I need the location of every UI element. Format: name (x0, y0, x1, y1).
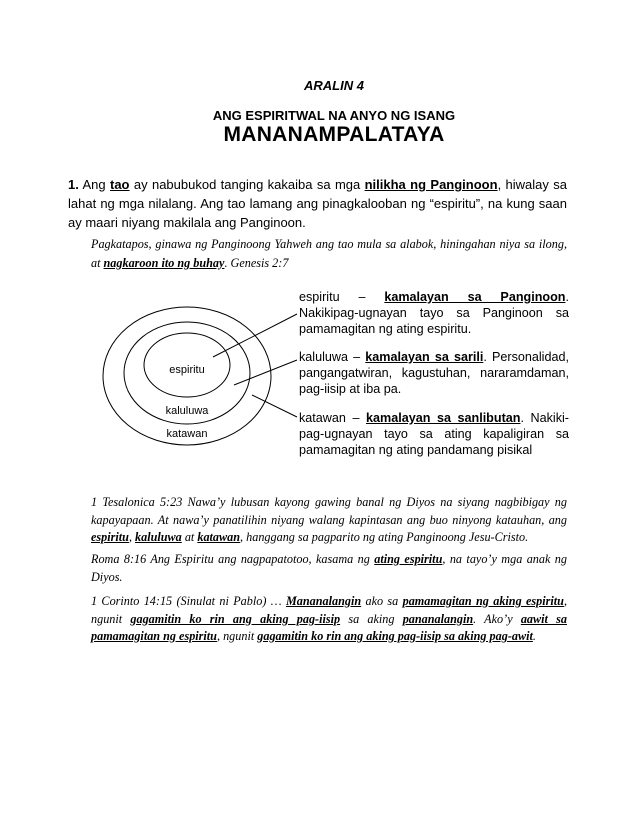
verse-text: . Ako’y (473, 611, 521, 626)
note-katawan (299, 410, 569, 458)
verse-emphasis: kaluluwa (135, 530, 182, 544)
intro-number: 1. (68, 177, 79, 192)
verse-text: at (181, 530, 198, 544)
verse-emphasis: pananalangin (402, 611, 474, 626)
verse-text: 1 Tesalonica 5:23 Nawa’y lubusan kayong gawing banal ng Diyos na siyang nagbibigay ng kapayapaan. At nawa’y panatilihin niyang walang kapintasan ang buo ninyong katauhan, ang (91, 495, 567, 527)
lesson-number: ARALIN 4 (304, 78, 364, 93)
verse-emphasis: pamamagitan ng aking espiritu (402, 594, 564, 608)
label-kaluluwa: kaluluwa (165, 405, 209, 417)
label-katawan: katawan (166, 428, 208, 440)
intro-text-3: , hiwalay sa lahat ng mga nilalang. Ang tao lamang ang pinagkalooban ng “espiritu”, na kung saan ay maari niyang makilala ang Panginoon. (68, 177, 567, 230)
verse-emphasis: ating espiritu (374, 552, 443, 566)
note-espiritu (299, 289, 569, 337)
verse-emphasis: aawit sa pamamagitan ng espiritu (91, 611, 567, 643)
verse-text: , hanggang sa pagparito ng ating Panginoong Jesu-Cristo. (240, 530, 529, 544)
note-rest: . Personalidad, pangangatwiran, kagustuhan, nararamdaman, pag-iisip at iba pa. (299, 350, 569, 396)
note-term: espiritu (299, 290, 340, 304)
verse-text: 1 Corinto 14:15 (Sinulat ni Pablo) … (91, 594, 286, 608)
verse-roma (91, 551, 567, 586)
note-rest: . Nakikipag-ugnayan tayo sa Panginoon sa pamamagitan ng ating espiritu. (299, 290, 569, 336)
connector-espiritu (213, 314, 297, 357)
verse-text: , ngunit (216, 629, 258, 643)
intro-text-1: Ang (78, 177, 110, 192)
connector-kaluluwa (234, 360, 297, 385)
verse-1-tesalonica (91, 494, 567, 547)
verse-1-corinto (91, 593, 567, 646)
note-key: kamalayan sa sanlibutan (366, 411, 521, 425)
verse-text: , na tayo’y mga anak ng Diyos. (91, 552, 567, 584)
verse-text: ako sa (361, 594, 403, 608)
quote-text-2: . Genesis 2:7 (224, 256, 289, 270)
intro-term-nilikha: nilikha ng Panginoon (364, 177, 498, 192)
intro-term-tao: tao (110, 177, 130, 192)
verse-emphasis: espiritu (91, 530, 129, 544)
verse-emphasis: gagamitin ko rin ang aking pag-iisip (130, 611, 341, 626)
connector-katawan (252, 395, 297, 417)
lesson-title: MANANAMPALATAYA (223, 123, 445, 146)
lesson-subtitle: ANG ESPIRITWAL NA ANYO NG ISANG (212, 108, 456, 123)
note-kaluluwa (299, 349, 569, 397)
verse-text: , (128, 530, 136, 544)
note-key: kamalayan sa Panginoon (384, 290, 566, 304)
note-dash: – (348, 350, 366, 364)
note-rest: . Nakiki-pag-ugnayan tayo sa ating kapaligiran sa pamamagitan ng ating pandamang pisikal (299, 411, 569, 457)
verse-emphasis: katawan (197, 530, 241, 544)
label-espiritu: espiritu (169, 364, 205, 376)
note-term: kaluluwa (299, 350, 349, 364)
note-term: katawan (299, 411, 346, 425)
note-dash: – (345, 411, 366, 425)
verse-text: . (532, 629, 536, 643)
note-dash: – (339, 290, 385, 304)
verse-emphasis: gagamitin ko rin ang aking pag-iisip sa aking pag-awit (257, 629, 533, 643)
note-key: kamalayan sa sarili (365, 350, 484, 364)
verse-text: Roma 8:16 Ang Espiritu ang nagpapatotoo, kasama ng (91, 552, 375, 566)
quote-emphasis: nagkaroon ito ng buhay (103, 256, 225, 270)
verse-text: sa aking (340, 611, 403, 626)
quote-text-1: Pagkatapos, ginawa ng Panginoong Yahweh ang tao mula sa alabok, hiningahan niya sa ilong, at (91, 237, 567, 270)
verse-text: , ngunit (91, 594, 567, 626)
intro-text-2: ay nabubukod tanging kakaiba sa mga (129, 177, 365, 192)
verse-emphasis: Mananalangin (285, 594, 362, 608)
